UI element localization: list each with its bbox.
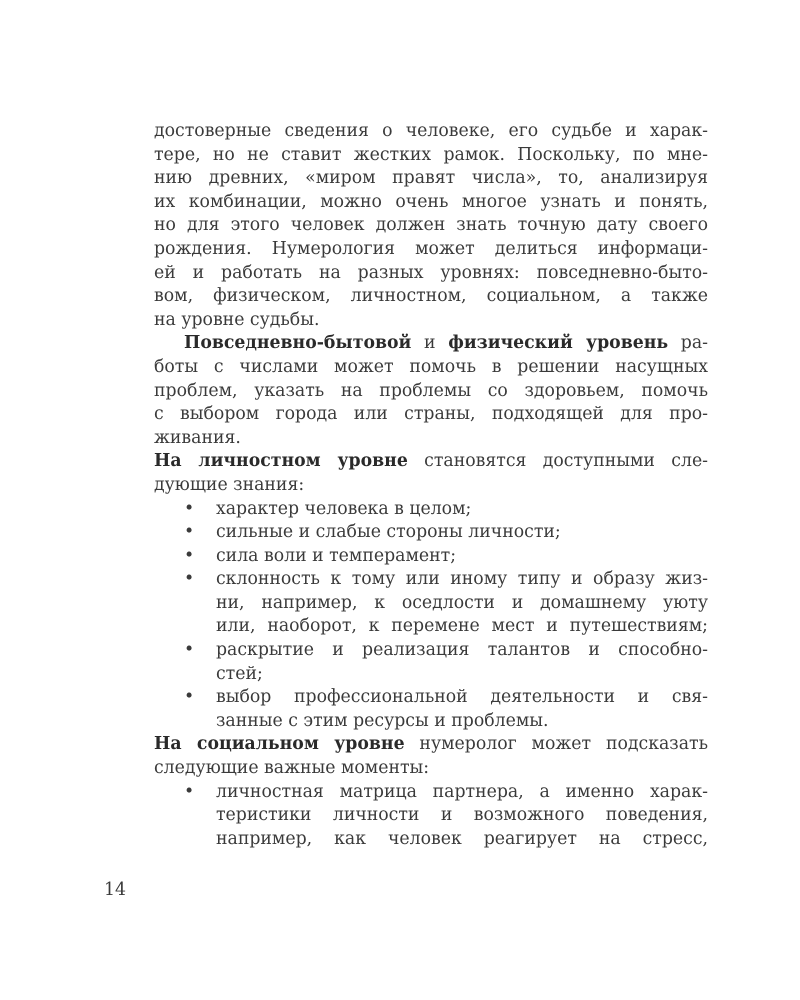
paragraph-social-level (154, 733, 708, 780)
inline-text: ра- (668, 333, 708, 354)
text-line (154, 568, 708, 592)
list-item (154, 521, 708, 545)
paragraph-everyday-physical (154, 332, 708, 450)
text-line: но для этого человек должен знать точную дату своего (154, 215, 708, 236)
text-line: ей и работать на разных уровнях: повседневно-быто- (154, 262, 708, 283)
bullet-list-personal (154, 498, 708, 734)
list-item-text: выбор профессиональной деятельности и свя- (216, 687, 708, 708)
text-line: например, как человек реагирует на стресс, (216, 828, 708, 849)
inline-text: нумеролог может подсказать (404, 734, 708, 755)
list-item (154, 498, 708, 522)
text-line: рождения. Нумерология может делиться информаци- (154, 238, 708, 259)
text-line: тере, но не ставит жестких рамок. Поскольку, по мне- (154, 144, 708, 165)
list-item (154, 781, 708, 852)
bold-term: Повседневно-бытовой (184, 333, 412, 354)
page-number: 14 (104, 880, 126, 900)
text-line (154, 639, 708, 663)
text-line: ни, например, к оседлости и домашнему уюту (216, 592, 708, 613)
list-item (154, 568, 708, 639)
list-item-text: склонность к тому или иному типу и образу жиз- (216, 569, 708, 590)
text-line: проблем, указать на проблемы со здоровьем, помочь (154, 380, 708, 401)
body-text (154, 120, 708, 851)
text-line: нию древних, «миром правят числа», то, анализируя (154, 168, 708, 189)
text-line (154, 498, 708, 522)
text-line (154, 686, 708, 710)
paragraph-personal-level (154, 450, 708, 497)
text-line (154, 733, 708, 757)
text-line (154, 521, 708, 545)
text-line: дующие знания: (154, 474, 305, 495)
text-line: теристики личности и возможного поведения, (216, 805, 708, 826)
bullet-marker: • (184, 498, 195, 519)
text-line: вом, физическом, личностном, социальном, а также (154, 286, 708, 307)
text-line: боты с числами может помочь в решении насущных (154, 356, 708, 377)
text-line: достоверные сведения о человеке, его судьбе и харак- (154, 121, 708, 141)
bullet-marker: • (184, 545, 195, 566)
bullet-marker: • (184, 640, 195, 661)
bullet-marker: • (184, 687, 195, 708)
text-line: с выбором города или страны, подходящей для про- (154, 404, 708, 425)
text-line: следующие важные моменты: (154, 758, 430, 779)
bold-term: физический уровень (448, 333, 669, 354)
text-line (154, 781, 708, 805)
list-item-text: сильные и слабые стороны личности; (216, 522, 561, 543)
list-item-text: сила воли и темперамент; (216, 545, 457, 566)
list-item-text: личностная матрица партнера, а именно харак- (216, 781, 708, 802)
list-item-text: раскрытие и реализация талантов и способно- (216, 640, 708, 661)
inline-text: становятся доступными сле- (407, 451, 708, 472)
bold-term: На социальном уровне (154, 734, 405, 755)
bullet-marker: • (184, 781, 195, 802)
text-line (154, 332, 708, 356)
text-line: или, наоборот, к перемене мест и путешествиям; (216, 616, 708, 637)
list-item-text: характер человека в целом; (216, 498, 472, 519)
bold-term: На личностном уровне (154, 451, 408, 472)
text-line: живания. (154, 427, 241, 448)
text-line: стей; (216, 663, 263, 684)
text-line: их комбинации, можно очень многое узнать и понять, (154, 191, 708, 212)
text-line: занные с этим ресурсы и проблемы. (216, 710, 549, 731)
paragraph-intro (154, 120, 708, 332)
list-item (154, 545, 708, 569)
list-item (154, 686, 708, 733)
text-line (154, 545, 708, 569)
bullet-marker: • (184, 522, 195, 543)
text-line: на уровне судьбы. (154, 309, 320, 330)
inline-text: и (411, 333, 449, 354)
text-line (154, 450, 708, 474)
bullet-list-social (154, 781, 708, 852)
bullet-marker: • (184, 569, 195, 590)
list-item (154, 639, 708, 686)
